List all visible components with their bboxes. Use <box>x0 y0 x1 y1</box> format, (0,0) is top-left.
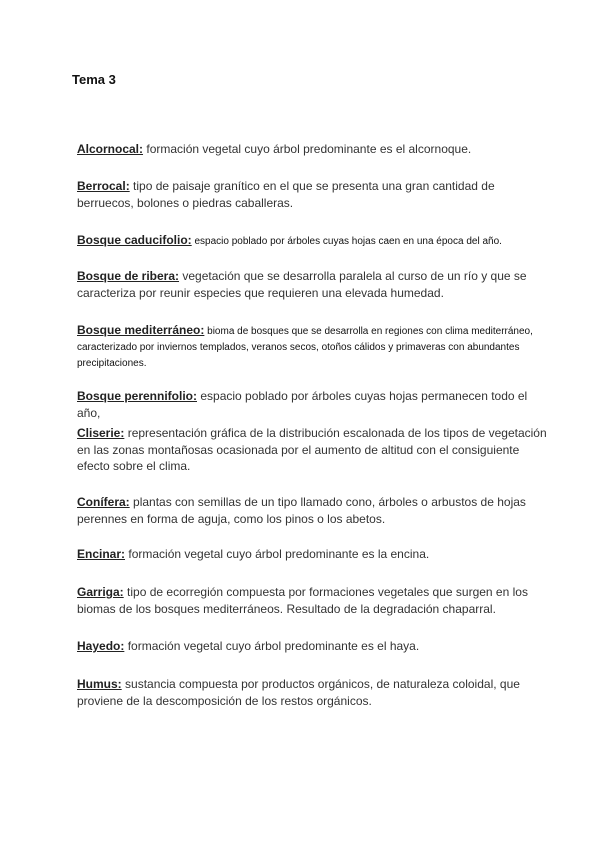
glossary-definition: espacio poblado por árboles cuyas hojas caen en una época del año. <box>194 236 502 247</box>
glossary-definition: representación gráfica de la distribución escalonada de los tipos de vegetación en las zonas montañosas ocasionada por el aumento de altitud con el consiguiente efecto sobre el clima. <box>77 426 547 473</box>
glossary-entry <box>77 676 547 709</box>
glossary-definition: plantas con semillas de un tipo llamado cono, árboles o arbustos de hojas perennes en forma de aguja, como los pinos o los abetos. <box>77 495 526 526</box>
glossary-definition: formación vegetal cuyo árbol predominante es el alcornoque. <box>146 142 472 156</box>
glossary-term: Bosque perennifolio: <box>77 389 197 403</box>
glossary-entry <box>77 546 547 563</box>
glossary-entry <box>77 388 547 421</box>
glossary-entry <box>77 494 547 527</box>
glossary-definition: sustancia compuesta por productos orgánicos, de naturaleza coloidal, que proviene de la descomposición de los restos orgánicos. <box>77 677 520 708</box>
glossary-term: Humus: <box>77 677 122 691</box>
glossary-definition: formación vegetal cuyo árbol predominante es el haya. <box>127 639 420 653</box>
glossary-entry <box>77 322 547 372</box>
glossary-term: Alcornocal: <box>77 142 144 156</box>
glossary-entry <box>77 141 547 158</box>
glossary-entry <box>77 178 547 211</box>
glossary-entry <box>77 584 547 617</box>
glossary-term: Bosque de ribera: <box>77 269 180 283</box>
glossary-term: Bosque mediterráneo: <box>77 323 205 337</box>
glossary-term: Hayedo: <box>77 639 125 653</box>
glossary-term: Cliserie: <box>77 426 125 440</box>
glossary-entry <box>77 425 547 475</box>
page-title: Tema 3 <box>72 72 116 87</box>
glossary-entry <box>77 232 547 250</box>
glossary-definition: tipo de ecorregión compuesta por formaciones vegetales que surgen en los biomas de los bosques mediterráneos. Resultado de la degradación chaparral. <box>77 585 528 616</box>
glossary-definition: bioma de bosques que se desarrolla en regiones con clima mediterráneo, caracterizado por inviernos templados, veranos secos, otoños cálidos y primaveras con abundantes precipitaciones. <box>77 326 533 369</box>
glossary-entry <box>77 638 547 655</box>
glossary-term: Conífera: <box>77 495 130 509</box>
glossary-term: Bosque caducifolio: <box>77 233 192 247</box>
glossary-term: Encinar: <box>77 547 126 561</box>
glossary-definition: espacio poblado por árboles cuyas hojas permanecen todo el año, <box>77 389 528 420</box>
glossary-entry <box>77 268 547 301</box>
glossary-definition: formación vegetal cuyo árbol predominante es la encina. <box>128 547 430 561</box>
glossary-term: Garriga: <box>77 585 124 599</box>
glossary-term: Berrocal: <box>77 179 130 193</box>
glossary-definition: tipo de paisaje granítico en el que se presenta una gran cantidad de berruecos, bolones o piedras caballeras. <box>77 179 495 210</box>
glossary-definition: vegetación que se desarrolla paralela al curso de un río y que se caracteriza por reunir especies que requieren una elevada humedad. <box>77 269 527 300</box>
